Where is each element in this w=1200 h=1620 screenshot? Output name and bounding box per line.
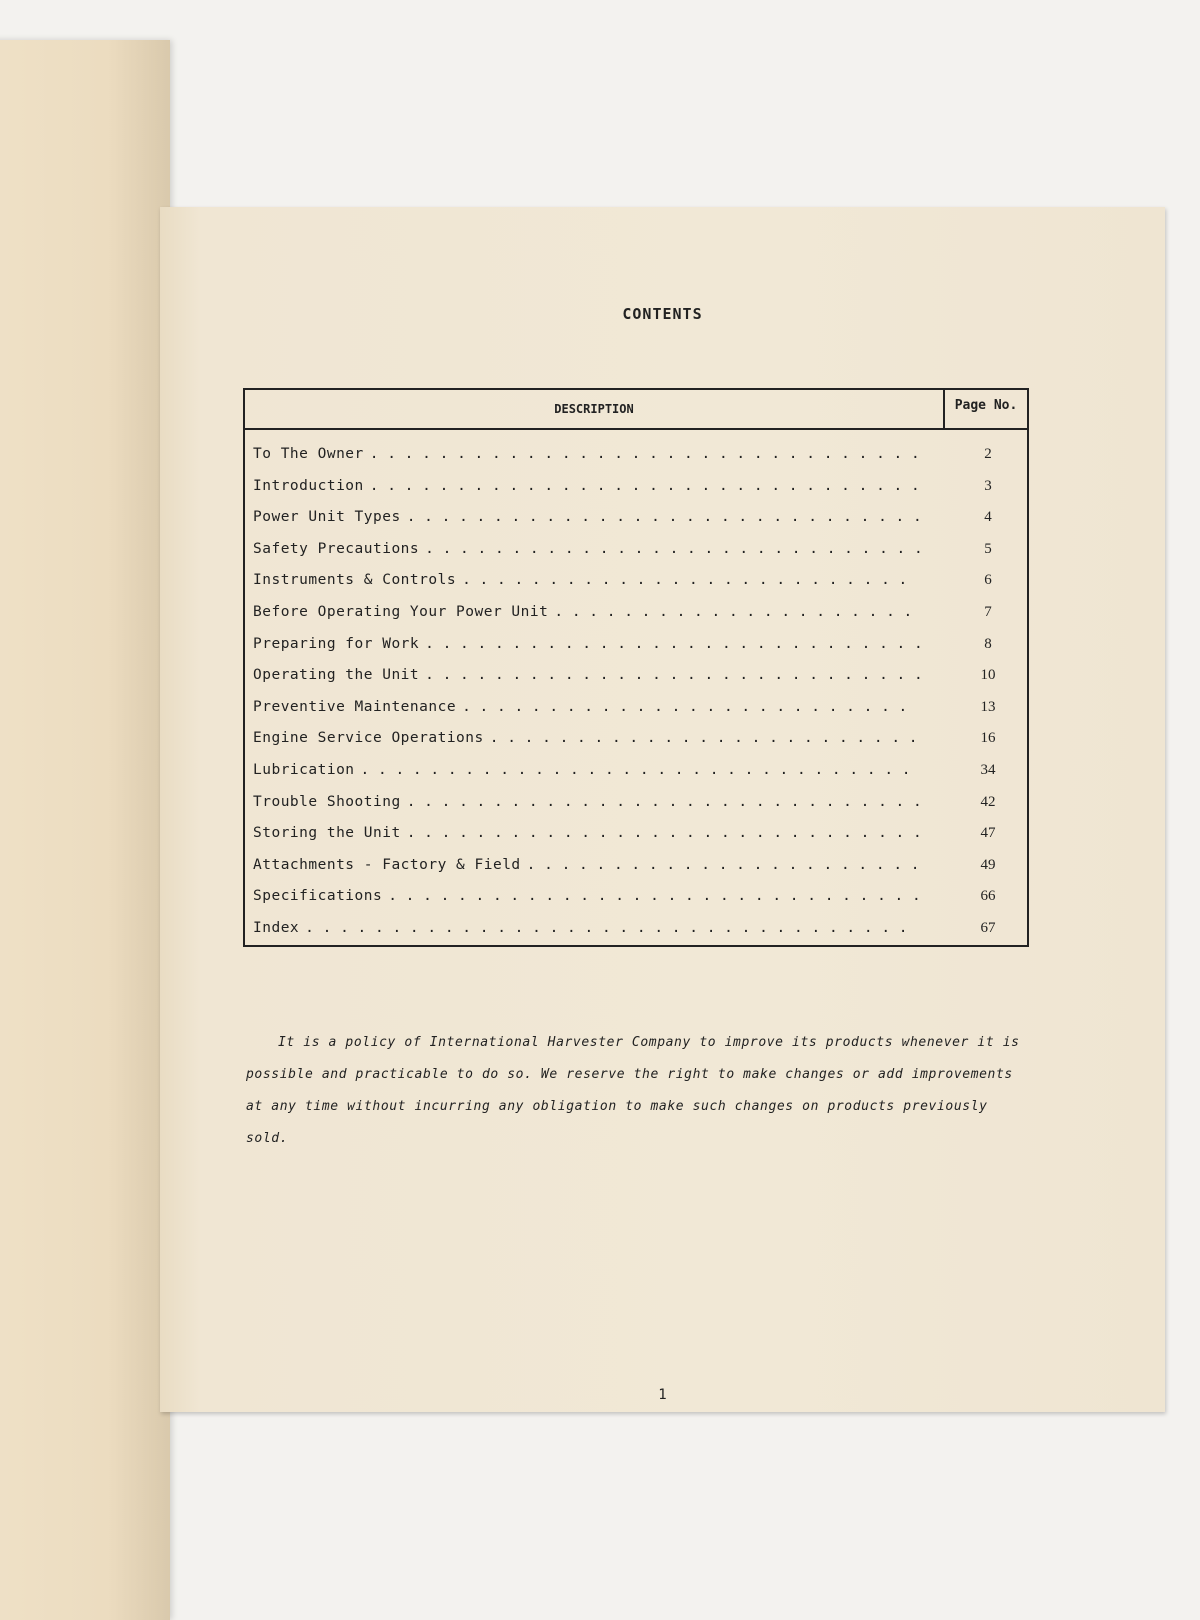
leader-dots: . . . . . . . . . . . . . . . . . . . . . . . . . — [489, 730, 918, 747]
row-page: 49 — [980, 856, 996, 873]
leader-dots: . . . . . . . . . . . . . . . . . . . . . . . . . . . . . . — [406, 825, 922, 842]
row-label: Preventive Maintenance — [253, 698, 457, 715]
row-label: Trouble Shooting — [253, 793, 401, 810]
leader-dots: . . . . . . . . . . . . . . . . . . . . . . . . . . . . . . . . — [360, 762, 911, 778]
policy-text: It is a policy of International Harvester Company to improve its products whenever it is possible and practicable to do so. We reserve the right to make changes or add improvements at any time without incurring any obligation to make such changes on products previously sold. — [246, 1035, 1020, 1146]
leader-dots: . . . . . . . . . . . . . . . . . . . . . . . . . . . . . . . . — [369, 477, 920, 494]
row-page: 2 — [984, 446, 992, 462]
row-page: 47 — [980, 825, 996, 842]
row-page: 4 — [984, 509, 992, 526]
row-page: 3 — [984, 477, 992, 494]
row-page: 8 — [984, 635, 992, 652]
row-page: 34 — [980, 762, 996, 778]
leader-dots: . . . . . . . . . . . . . . . . . . . . . . . — [526, 856, 920, 873]
row-label: Storing the Unit — [253, 825, 401, 842]
row-page: 10 — [980, 667, 996, 684]
header-page-no: Page No. — [954, 398, 1018, 413]
table-row — [253, 825, 1017, 849]
leader-dots: . . . . . . . . . . . . . . . . . . . . . . . . . . . . . — [425, 635, 923, 652]
leader-dots: . . . . . . . . . . . . . . . . . . . . . . . . . . . . . . — [406, 509, 922, 526]
document-page — [160, 207, 1165, 1412]
leader-dots: . . . . . . . . . . . . . . . . . . . . . . . . . . . . . . . . — [369, 446, 920, 462]
facing-page — [0, 40, 170, 1620]
row-label: Operating the Unit — [253, 667, 420, 684]
row-page: 66 — [980, 888, 996, 905]
table-row — [253, 730, 1017, 754]
page-number: 1 — [658, 1387, 667, 1403]
table-row — [253, 857, 1017, 881]
table-row — [253, 920, 1017, 944]
row-page: 67 — [980, 920, 996, 936]
row-label: Safety Precautions — [253, 540, 420, 557]
leader-dots: . . . . . . . . . . . . . . . . . . . . . . . . . . — [462, 698, 908, 715]
contents-table — [243, 388, 1029, 947]
row-label: Preparing for Work — [253, 635, 420, 652]
row-label: Introduction — [253, 477, 364, 494]
policy-statement — [246, 1027, 1026, 1155]
table-row — [253, 541, 1017, 565]
leader-dots: . . . . . . . . . . . . . . . . . . . . . . . . . . . . . . . . . . . — [305, 920, 908, 936]
table-row — [253, 604, 1017, 628]
row-page: 13 — [980, 698, 996, 715]
row-page: 42 — [980, 793, 996, 810]
row-page: 7 — [984, 604, 992, 620]
table-row — [253, 509, 1017, 533]
table-row — [253, 446, 1017, 470]
row-page: 16 — [980, 730, 996, 747]
page-title: CONTENTS — [622, 305, 703, 323]
table-header — [245, 390, 1027, 430]
table-row — [253, 762, 1017, 786]
row-label: Engine Service Operations — [253, 730, 484, 747]
row-label: To The Owner — [253, 446, 364, 462]
header-description: DESCRIPTION — [554, 402, 634, 416]
leader-dots: . . . . . . . . . . . . . . . . . . . . . — [554, 604, 913, 620]
row-label: Lubrication — [253, 762, 355, 778]
leader-dots: . . . . . . . . . . . . . . . . . . . . . . . . . . . . . . . — [388, 888, 921, 905]
table-row — [253, 572, 1017, 596]
row-label: Specifications — [253, 888, 383, 905]
row-page: 6 — [984, 572, 992, 589]
row-page: 5 — [984, 540, 992, 557]
table-row — [253, 794, 1017, 818]
table-row — [253, 478, 1017, 502]
table-row — [253, 699, 1017, 723]
leader-dots: . . . . . . . . . . . . . . . . . . . . . . . . . . — [462, 572, 908, 589]
row-label: Before Operating Your Power Unit — [253, 604, 549, 620]
row-label: Instruments & Controls — [253, 572, 457, 589]
leader-dots: . . . . . . . . . . . . . . . . . . . . . . . . . . . . . — [425, 667, 923, 684]
leader-dots: . . . . . . . . . . . . . . . . . . . . . . . . . . . . . . — [406, 793, 922, 810]
leader-dots: . . . . . . . . . . . . . . . . . . . . . . . . . . . . . — [425, 540, 923, 557]
table-row — [253, 667, 1017, 691]
table-row — [253, 888, 1017, 912]
row-label: Index — [253, 920, 300, 936]
row-label: Attachments - Factory & Field — [253, 856, 521, 873]
row-label: Power Unit Types — [253, 509, 401, 526]
table-row — [253, 636, 1017, 660]
